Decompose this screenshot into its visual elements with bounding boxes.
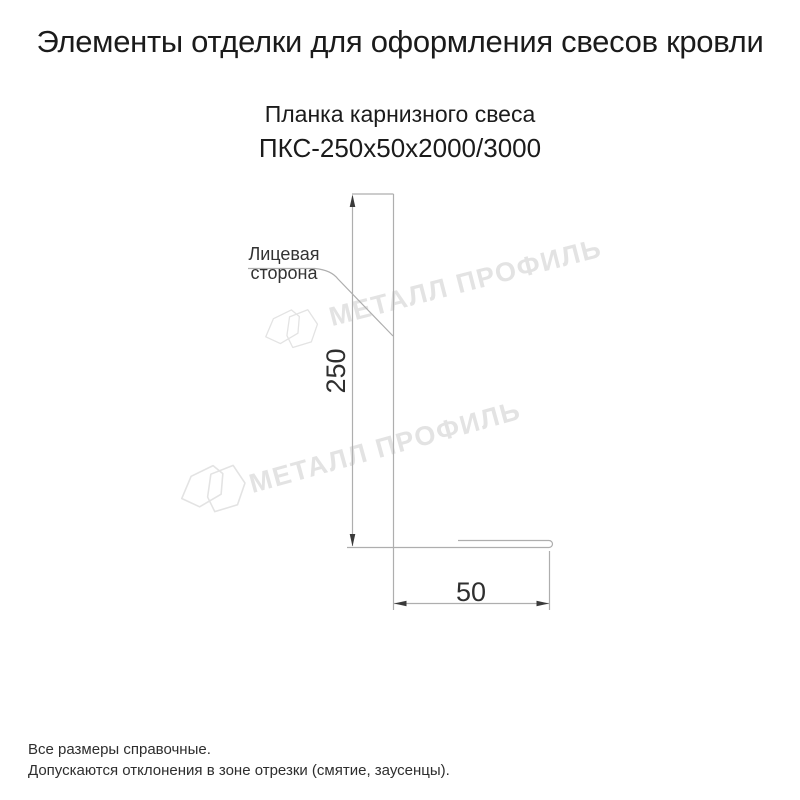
arrow-right-icon — [537, 601, 550, 607]
arrow-up-icon — [350, 195, 356, 208]
face-side-label: Лицевая сторона — [248, 244, 320, 283]
page-title: Элементы отделки для оформления свесов кровли — [36, 24, 764, 59]
watermark-text: МЕТАЛЛ ПРОФИЛЬ — [326, 232, 605, 333]
arrow-left-icon — [394, 601, 407, 607]
footnote-line: Все размеры справочные. — [28, 741, 211, 758]
width-dimension-label: 50 — [455, 577, 487, 607]
product-name: Планка карнизного свеса — [264, 101, 536, 127]
watermark-text: МЕТАЛЛ ПРОФИЛЬ — [246, 395, 525, 499]
profile-flange-hem — [347, 541, 553, 548]
product-code: ПКС-250х50х2000/3000 — [258, 133, 542, 163]
height-dimension-label: 250 — [321, 348, 351, 394]
footnote-line: Допускаются отклонения в зоне отрезки (смятие, заусенцы). — [28, 762, 450, 779]
arrow-down-icon — [350, 534, 356, 547]
